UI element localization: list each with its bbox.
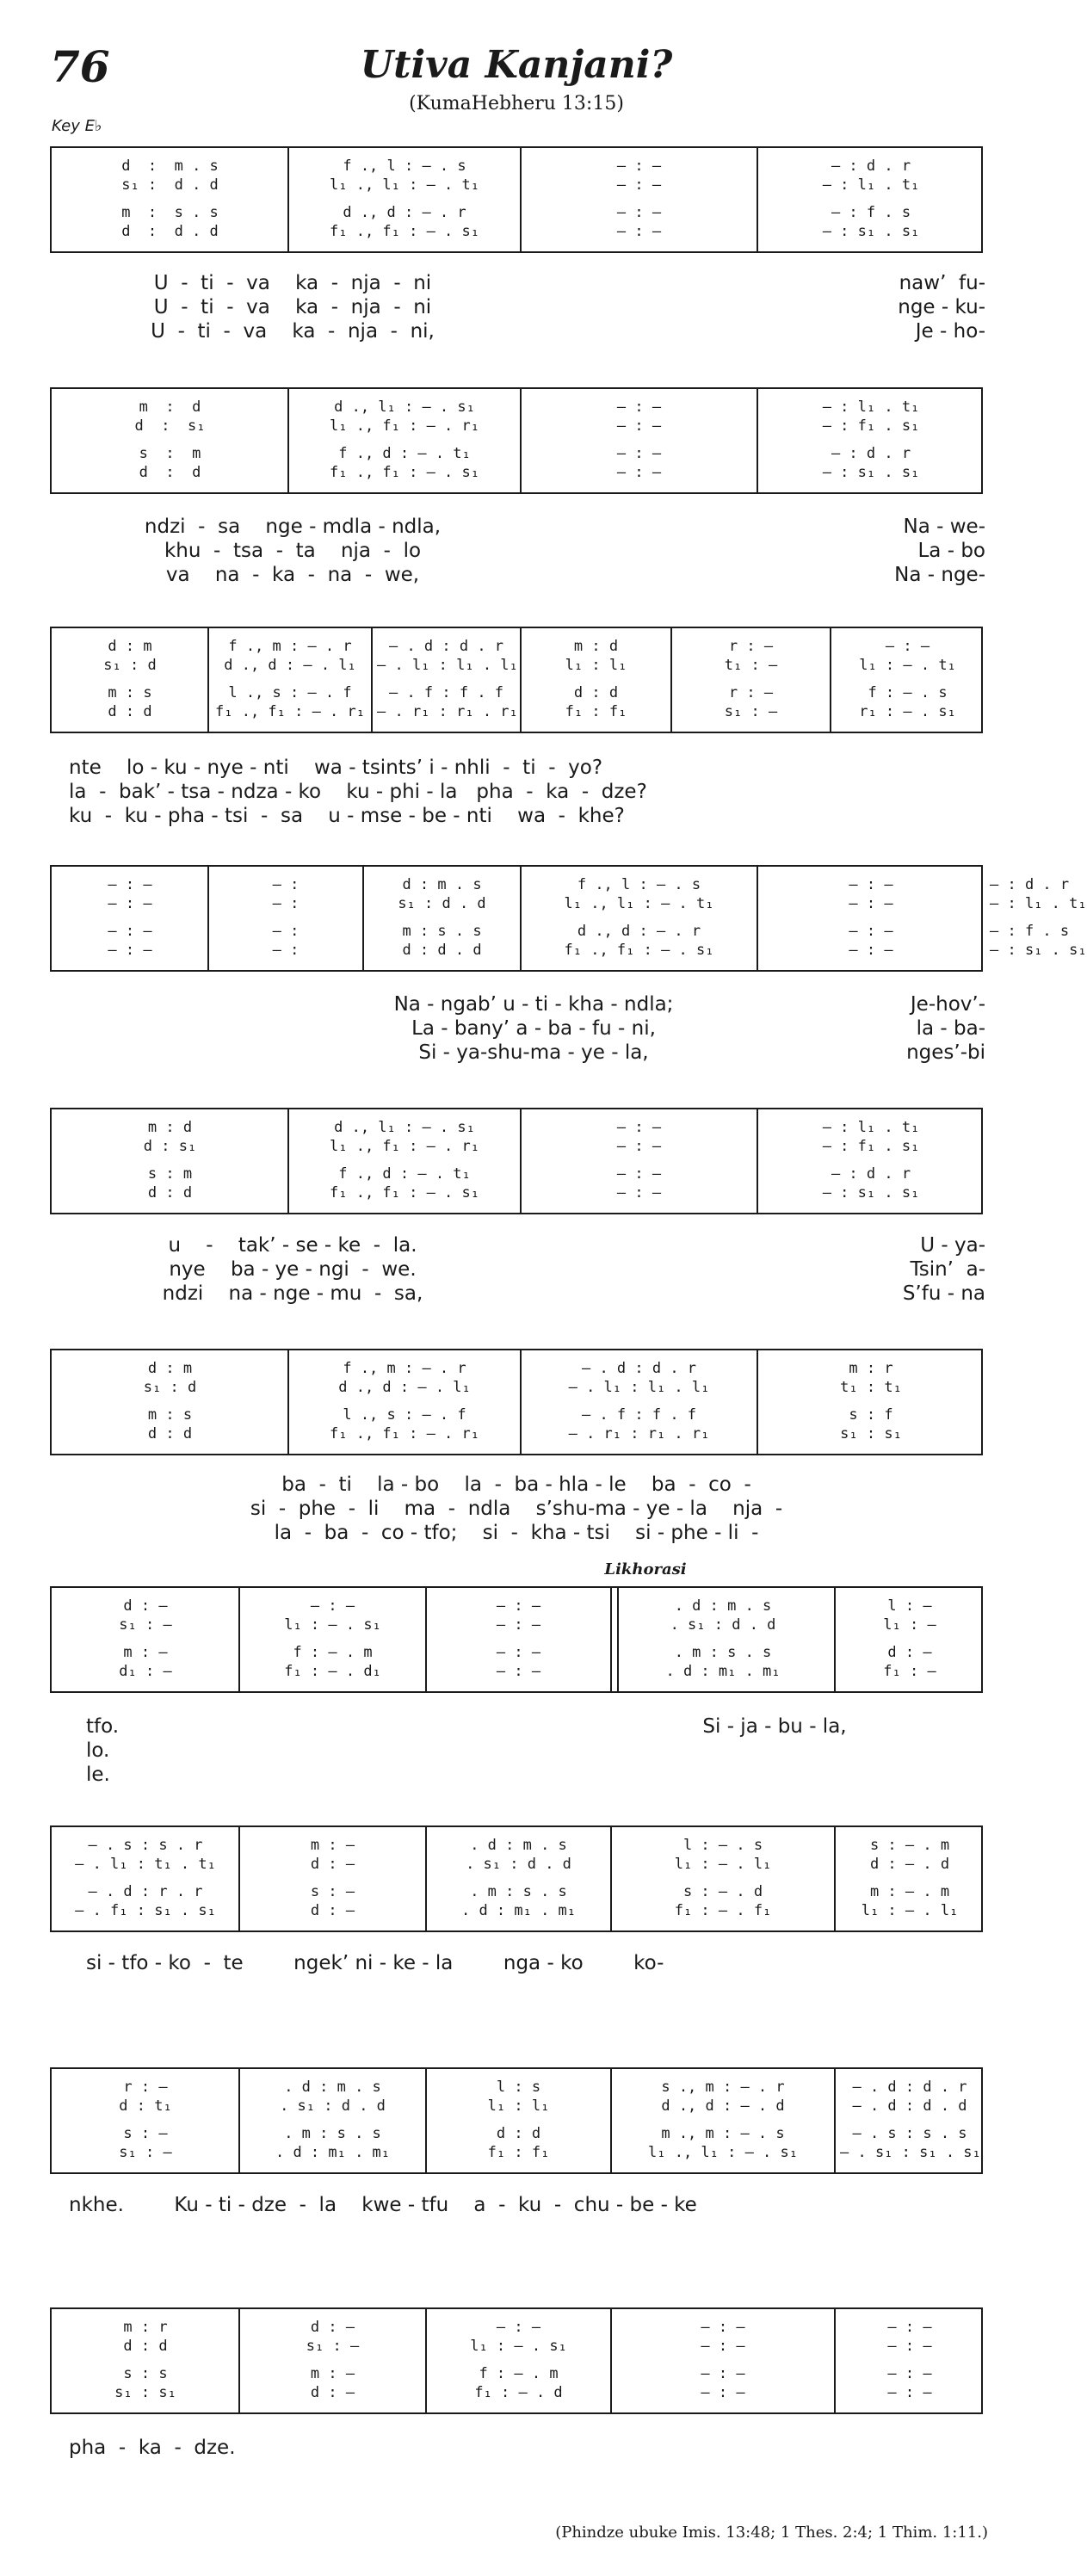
solfa-part: d : s₁ [143,1138,197,1155]
solfa-part: l₁ : – . s₁ [470,2338,567,2355]
solfa-part: s₁ : d [103,657,157,674]
lyric-line: la - ba - co - tfo; si - kha - tsi si - phe - li - [274,1522,759,1544]
solfa-part: — : — [496,2319,541,2336]
solfa-part: d ., l₁ : – . s₁ [334,398,475,416]
solfa-part: l₁ ., l₁ : – . t₁ [330,176,479,194]
solfa-part: – . f : f . f [581,1406,697,1424]
bar-line [362,867,364,970]
solfa-part: — : — [885,638,930,655]
solfa-part: — : — [496,1663,541,1680]
solfa-part: f : – . m [479,2365,559,2382]
solfa-part: d : — [310,2319,355,2336]
lyric-line: khu - tsa - ta nja - lo [164,540,422,562]
solfa-part: l : s [496,2079,541,2096]
solfa-part: m : d [573,638,619,655]
solfa-part: — : — [616,1184,662,1202]
solfa-part: d : d [139,464,201,481]
solfa-part: f₁ ., f₁ : – . r₁ [215,703,365,720]
solfa-part: — : — [108,923,152,940]
lyric-line: Na - we- [903,516,985,538]
solfa-part: — : l₁ . t₁ [822,1119,920,1136]
solfa-part: l₁ : — [883,1616,936,1634]
solfa-part: d ., d : – . l₁ [338,1379,471,1396]
music-system [50,1108,983,1214]
bar-line [834,1588,836,1691]
solfa-part: s : – . m [869,1837,950,1854]
solfa-part: . d : m . s [284,2079,381,2096]
solfa-part: — : l₁ . t₁ [822,176,920,194]
lyric-line: Si - ya-shu-ma - ye - la, [418,1041,649,1064]
solfa-part: f : – . m [293,1644,373,1661]
solfa-part: — : — [701,2338,745,2355]
solfa-part: – . s : s . s [852,2125,967,2142]
solfa-part: r₁ : – . s₁ [859,703,956,720]
solfa-part: – . d : d . r [581,1360,697,1377]
music-system [50,1825,983,1932]
solfa-part: s : f [849,1406,893,1424]
lyric-line: U - ti - va ka - nja - ni, [151,320,435,343]
solfa-part: s : — [310,1883,355,1900]
solfa-part: d ., d : – . d [661,2097,785,2115]
solfa-part: l₁ ., l₁ : – . t₁ [564,895,714,912]
lyric-line: u - tak’ - se - ke - la. [168,1234,417,1257]
solfa-part: . m : s . s [470,1883,567,1900]
solfa-part: — : d . r [831,445,911,462]
lyric-line: nye ba - ye - ngi - we. [169,1258,417,1281]
solfa-part: s : — [123,2125,168,2142]
solfa-part: — : — [108,895,152,912]
bar-line [830,628,831,732]
solfa-part: – . d : r . r [88,1883,203,1900]
solfa-part: d : d . d [402,942,482,959]
chorus-label: Likhorasi [604,1560,687,1578]
solfa-part: l : – . s [682,1837,763,1854]
solfa-part: d : d [108,703,152,720]
bar-line [520,389,522,492]
solfa-part: s₁ : — [724,703,778,720]
bar-line [287,1109,289,1213]
solfa-part: d : m [147,1360,193,1377]
music-system [50,627,983,733]
bar-line [520,1350,522,1454]
solfa-part: f ., m : – . r [228,638,352,655]
solfa-part: d : s₁ [134,417,206,435]
solfa-part: — : f . s [831,204,911,221]
solfa-part: m : — [123,1644,168,1661]
solfa-part: f₁ : – . f₁ [674,1902,772,1919]
lyric-line: La - bo [917,540,985,562]
lyric-line: naw’ fu- [899,272,985,294]
solfa-part: d : d . d [121,223,219,240]
bar-line [238,1827,240,1930]
lyric-line: pha - ka - dze. [69,2437,236,2459]
bar-line [425,1588,427,1691]
bar-line [520,1109,522,1213]
solfa-part: l₁ ., l₁ : – . s₁ [648,2144,798,2161]
solfa-part: f₁ ., f₁ : – . s₁ [330,223,479,240]
lyric-line: la - ba- [916,1017,985,1040]
solfa-part: l ., s : – . f [228,684,352,701]
solfa-part: — : — [616,445,662,462]
solfa-part: — : f₁ . s₁ [822,1138,920,1155]
lyric-line: le. [86,1764,110,1786]
lyric-line: nte lo - ku - nye - nti wa - tsints’ i - nhli - ti - yo? [69,757,603,779]
solfa-part: d : — [887,1644,932,1661]
bar-line [425,2309,427,2412]
solfa-part: s : – . d [682,1883,763,1900]
solfa-part: f₁ : – . d [474,2384,563,2401]
music-system [50,387,983,494]
solfa-part: f ., m : – . r [343,1360,466,1377]
solfa-part: d ., l₁ : – . s₁ [334,1119,475,1136]
solfa-part: – . l₁ : l₁ . l₁ [377,657,518,674]
lyric-line: va na - ka - na - we, [165,564,420,586]
solfa-part: — : — [849,895,893,912]
solfa-part: — : — [310,1597,355,1615]
solfa-part: l₁ : – . l₁ [674,1856,772,1873]
solfa-part: — : [272,876,300,893]
solfa-part: m : d [139,398,201,416]
bar-line [238,1588,240,1691]
bar-line [520,148,522,251]
bar-line [287,1350,289,1454]
solfa-part: — : d . r [990,876,1070,893]
solfa-part: — : — [887,2319,932,2336]
lyric-line: nkhe. Ku - ti - dze - la kwe - tfu a - ku - chu - be - ke [69,2194,697,2216]
solfa-part: d ., d : – . l₁ [224,657,356,674]
solfa-part: . d : m₁ . m₁ [460,1902,577,1919]
solfa-part: m : – . m [869,1883,950,1900]
solfa-part: d : d [147,1184,193,1202]
lyric-line: La - bany’ a - ba - fu - ni, [411,1017,656,1040]
solfa-part: f₁ : f₁ [565,703,627,720]
solfa-part: — : — [616,464,662,481]
solfa-part: m : — [310,1837,355,1854]
solfa-part: — : f₁ . s₁ [822,417,920,435]
bar-line [834,2309,836,2412]
solfa-part: — : f . s [990,923,1070,940]
solfa-part: — : s₁ . s₁ [822,223,920,240]
solfa-part: s : s [123,2365,168,2382]
music-system [50,1586,983,1693]
music-system [50,146,983,253]
solfa-part: m : s . s [121,204,219,221]
solfa-part: l₁ : – . l₁ [861,1902,959,1919]
solfa-part: f₁ : — [883,1663,936,1680]
solfa-part: — : — [701,2319,745,2336]
lyric-line: nge - ku- [898,296,985,318]
solfa-part: l₁ ., f₁ : – . r₁ [330,1138,479,1155]
solfa-part: d : — [310,2384,355,2401]
solfa-part: — : — [108,876,152,893]
solfa-part: . d : m . s [470,1837,567,1854]
solfa-part: d ., d : – . r [577,923,701,940]
solfa-part: — : l₁ . t₁ [822,398,920,416]
solfa-part: d : d [147,1425,193,1442]
bar-line [520,867,522,970]
solfa-part: s₁ : s₁ [840,1425,902,1442]
solfa-part: – . s : s . r [88,1837,203,1854]
lyric-line: si - phe - li ma - ndla s’shu-ma - ye - la nja - [250,1498,783,1520]
solfa-part: – . f₁ : s₁ . s₁ [75,1902,216,1919]
solfa-part: – . f : f . f [388,684,504,701]
bar-line [757,389,758,492]
solfa-part: — : [272,942,300,959]
solfa-part: — : l₁ . t₁ [990,895,1087,912]
lyric-line: ndzi na - nge - mu - sa, [162,1282,423,1305]
footer-reference: (Phindze ubuke Imis. 13:48; 1 Thes. 2:4; 1 Thim. 1:11.) [555,2523,988,2542]
solfa-part: f ., d : – . t₁ [338,1165,471,1183]
lyric-line: U - ti - va ka - nja - ni [153,296,432,318]
solfa-part: d : — [310,1856,355,1873]
hymn-number: 76 [50,41,110,92]
solfa-part: – . l₁ : l₁ . l₁ [568,1379,710,1396]
solfa-part: – . d : d . d [852,2097,967,2115]
bar-line [238,2309,240,2412]
solfa-part: . s₁ : d . d [280,2097,386,2115]
solfa-part: l : — [887,1597,932,1615]
bar-line [287,389,289,492]
solfa-part: f ., l : – . s [577,876,701,893]
solfa-part: . m : s . s [674,1644,772,1661]
solfa-part: m : s [147,1406,193,1424]
solfa-part: s₁ : — [306,2338,360,2355]
solfa-part: d : m . s [121,158,219,175]
solfa-part: — : — [849,876,893,893]
scripture-reference: (KumaHebheru 13:15) [409,93,624,114]
solfa-part: m : s . s [402,923,482,940]
lyric-line: si - tfo - ko - te ngek’ ni - ke - la nga - ko ko- [86,1952,664,1974]
solfa-part: d₁ : — [119,1663,172,1680]
lyric-line: nges’-bi [906,1041,985,1064]
solfa-part: m : — [310,2365,355,2382]
lyric-line: tfo. [86,1715,120,1738]
solfa-part: — : — [616,1165,662,1183]
key-signature: Key E♭ [52,117,102,135]
solfa-part: . d : m₁ . m₁ [275,2144,391,2161]
bar-line [834,2069,836,2172]
bar-line [757,1350,758,1454]
solfa-part: s₁ : d [143,1379,197,1396]
solfa-part: f₁ ., f₁ : – . r₁ [330,1425,479,1442]
lyric-line: Na - nge- [894,564,985,586]
solfa-part: s₁ : d . d [398,895,486,912]
solfa-part: l₁ : – . t₁ [859,657,956,674]
lyric-line: la - bak’ - tsa - ndza - ko ku - phi - la pha - ka - dze? [69,781,647,803]
solfa-part: — : [272,923,300,940]
solfa-part: – . d : d . r [388,638,504,655]
solfa-part: — : — [701,2365,745,2382]
bar-line [757,1109,758,1213]
lyric-line: U - ti - va ka - nja - ni [153,272,432,294]
lyric-line: U - ya- [920,1234,985,1257]
solfa-part: — : — [496,1644,541,1661]
solfa-part: — : — [887,2365,932,2382]
solfa-part: – . s₁ : s₁ . s₁ [840,2144,981,2161]
solfa-part: s : m [139,445,201,462]
lyric-line: Tsin’ a- [910,1258,985,1281]
solfa-part: l₁ ., f₁ : – . r₁ [330,417,479,435]
solfa-part: — : — [616,204,662,221]
solfa-part: d : — [310,1902,355,1919]
bar-line [757,148,758,251]
bar-line [207,867,209,970]
lyric-line: ku - ku - pha - tsi - sa u - mse - be - nti wa - khe? [69,805,625,827]
solfa-part: — : — [701,2384,745,2401]
bar-line [757,867,758,970]
solfa-part: r : — [728,684,774,701]
solfa-part: — : — [616,398,662,416]
solfa-part: — : — [616,158,662,175]
solfa-part: t₁ : — [724,657,778,674]
lyric-line: ba - ti la - bo la - ba - hla - le ba - co - [281,1473,751,1496]
solfa-part: — : — [616,223,662,240]
bar-line [371,628,373,732]
solfa-part: — : d . r [831,1165,911,1183]
solfa-part: d : d [573,684,619,701]
solfa-part: – . r₁ : r₁ . r₁ [568,1425,710,1442]
lyric-line: lo. [86,1739,110,1762]
bar-line [834,1827,836,1930]
solfa-part: — : — [849,923,893,940]
solfa-part: m ., m : – . s [661,2125,785,2142]
solfa-part: — : — [496,1616,541,1634]
solfa-part: t₁ : t₁ [840,1379,902,1396]
solfa-part: s : m [147,1165,193,1183]
solfa-part: s ., m : – . r [661,2079,785,2096]
solfa-part: d : m . s [402,876,482,893]
solfa-part: — : — [887,2384,932,2401]
solfa-part: d : – . d [869,1856,950,1873]
solfa-part: — : — [616,176,662,194]
lyric-line: ndzi - sa nge - mdla - ndla, [144,516,442,538]
solfa-part: f ., l : – . s [343,158,466,175]
solfa-part: — : — [108,942,152,959]
solfa-part: . s₁ : d . d [670,1616,776,1634]
bar-line [610,2069,612,2172]
solfa-part: s₁ : — [119,2144,172,2161]
solfa-part: m : r [849,1360,893,1377]
solfa-part: – . d : d . r [852,2079,967,2096]
solfa-part: — : — [887,2338,932,2355]
music-system [50,865,1087,972]
solfa-part: f₁ ., f₁ : – . s₁ [330,1184,479,1202]
solfa-part: d : m [108,638,152,655]
solfa-part: — : — [849,942,893,959]
solfa-part: — : [272,895,300,912]
solfa-part: s₁ : s₁ [114,2384,176,2401]
bar-line [610,2309,612,2412]
bar-line [207,628,209,732]
solfa-part: l₁ : l₁ [565,657,627,674]
bar-line [425,2069,427,2172]
solfa-part: m : d [147,1119,193,1136]
solfa-part: d : d [123,2338,168,2355]
music-system [50,1349,983,1455]
music-system [50,2307,983,2414]
solfa-part: . s₁ : d . d [466,1856,571,1873]
solfa-part: d : t₁ [119,2097,172,2115]
solfa-part: – . r₁ : r₁ . r₁ [377,703,518,720]
bar-line [670,628,672,732]
solfa-part: d ., d : – . r [343,204,466,221]
solfa-part: r : — [728,638,774,655]
solfa-part: . d : m . s [674,1597,772,1615]
solfa-part: f₁ : f₁ [487,2144,550,2161]
solfa-part: s₁ : — [119,1616,172,1634]
solfa-part: — : — [616,417,662,435]
solfa-part: . m : s . s [284,2125,381,2142]
bar-line [610,1827,612,1930]
solfa-part: — : d . r [831,158,911,175]
solfa-part: — : s₁ . s₁ [822,1184,920,1202]
solfa-part: – . l₁ : t₁ . t₁ [75,1856,216,1873]
solfa-part: f ., d : – . t₁ [338,445,471,462]
bar-line [287,148,289,251]
solfa-part: — : s₁ . s₁ [990,942,1087,959]
solfa-part: f₁ ., f₁ : – . s₁ [564,942,714,959]
solfa-part: m : s [108,684,152,701]
solfa-part: l₁ : l₁ [487,2097,550,2115]
solfa-part: d : d [496,2125,541,2142]
solfa-part: — : s₁ . s₁ [822,464,920,481]
bar-line [238,2069,240,2172]
lyric-line: Je - ho- [915,320,985,343]
music-system [50,2067,983,2174]
solfa-part: r : — [123,2079,168,2096]
bar-line [425,1827,427,1930]
solfa-part: l ., s : – . f [343,1406,466,1424]
solfa-part: s₁ : d . d [121,176,219,194]
bar-line [520,628,522,732]
solfa-part: f₁ : – . d₁ [284,1663,381,1680]
solfa-part: f : – . s [868,684,948,701]
lyric-line: Si - ja - bu - la, [702,1715,847,1738]
solfa-part: — : — [616,1138,662,1155]
lyric-line: S’fu - na [902,1282,985,1305]
solfa-part: . d : m₁ . m₁ [665,1663,781,1680]
solfa-part: — : — [496,1597,541,1615]
lyric-line: Na - ngab’ u - ti - kha - ndla; [393,993,674,1016]
solfa-part: f₁ ., f₁ : – . s₁ [330,464,479,481]
lyric-line: Je-hov’- [910,993,985,1016]
solfa-part: d : — [123,1597,168,1615]
hymn-title: Utiva Kanjani? [360,43,673,87]
solfa-part: l₁ : – . s₁ [284,1616,381,1634]
solfa-part: — : — [616,1119,662,1136]
solfa-part: m : r [123,2319,168,2336]
